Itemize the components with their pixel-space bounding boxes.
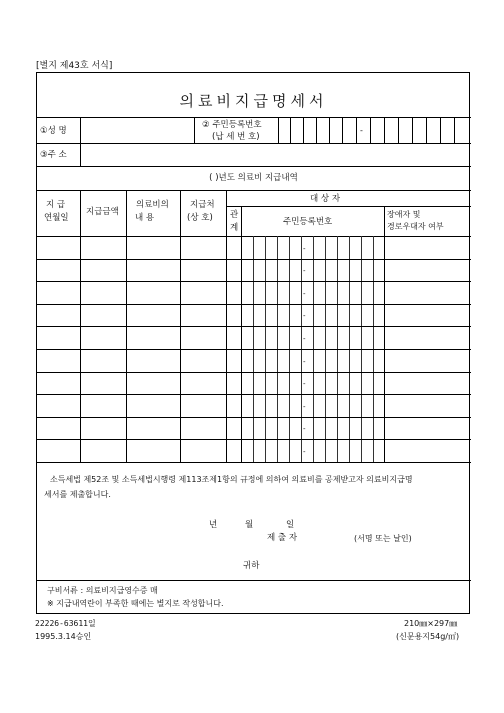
row-dash: - — [303, 357, 306, 366]
row-dash: - — [303, 380, 306, 389]
attachments-note: 구비서류 : 의료비지급영수증 매 — [47, 586, 158, 595]
col-medical-label-2: 내 용 — [135, 213, 155, 223]
row-dash: - — [303, 425, 306, 434]
table-row-divider — [36, 439, 471, 440]
paper-type: (신문용지54g/㎡) — [396, 632, 460, 641]
col-date-label-2: 연월일 — [44, 213, 69, 223]
date-month-label: 월 — [245, 520, 254, 530]
col-disabled-label: 장애자 및 — [387, 210, 421, 219]
table-row-divider — [36, 326, 471, 327]
footer-note: ※ 지급내역란이 부족한 때에는 별지로 작성합니다. — [47, 599, 224, 608]
col-resident-no-label: 주민등록번호 — [283, 217, 333, 227]
col-payee-label-2: (상 호) — [187, 213, 213, 223]
table-row-divider — [36, 394, 471, 395]
col-medical-label: 의료비의 — [136, 200, 169, 210]
table-row-divider — [36, 372, 471, 373]
col-relation-label: 관 — [230, 210, 239, 220]
target-header: 대 상 자 — [310, 194, 341, 204]
statement-line-1: 소득세법 제52조 및 소득세법시행령 제113조제1항의 규정에 의하여 의료비를 공제받고자 의료비지급명 — [50, 475, 413, 484]
recipient-label: 귀하 — [243, 561, 260, 571]
form-code: 22226-63611일 — [35, 619, 96, 628]
row-dash: - — [303, 402, 306, 411]
row-dash: - — [303, 244, 306, 253]
tax-no-label: (납 세 번 호) — [212, 132, 260, 142]
row-dash: - — [303, 335, 306, 343]
table-row-divider — [36, 304, 471, 305]
table-row-divider — [36, 281, 471, 282]
signature-label: (서명 또는 날인) — [354, 534, 412, 543]
date-year-label: 년 — [209, 520, 218, 530]
statement-line-2: 세서를 제출합니다. — [44, 490, 111, 499]
form-title: 의료비지급명세서 — [179, 92, 328, 110]
name-field[interactable] — [81, 119, 193, 141]
table-row-divider — [36, 349, 471, 350]
row-dash: - — [303, 448, 306, 456]
paper-size: 210㎜×297㎜ — [404, 619, 458, 628]
row-dash: - — [303, 312, 306, 321]
row-dash: - — [303, 289, 306, 298]
col-relation-label-2: 계 — [230, 223, 239, 233]
name-label: ①성 명 — [40, 126, 67, 136]
col-date-label: 지 급 — [46, 200, 66, 210]
resident-no-dash: - — [360, 126, 363, 135]
section-caption: ( )년도 의료비 지급내역 — [209, 173, 298, 183]
table-row-divider — [36, 417, 471, 418]
col-payee-label: 지급처 — [190, 200, 215, 210]
col-amount-label: 지급금액 — [86, 207, 119, 217]
address-field[interactable] — [81, 145, 469, 165]
table-row-divider — [36, 259, 471, 260]
form-label: [별지 제43호 서식] — [36, 61, 113, 71]
col-disabled-label-2: 경로우대자 여부 — [387, 222, 444, 231]
row-dash: - — [303, 267, 306, 276]
address-label: ③주 소 — [40, 150, 67, 160]
submitter-label: 제 출 자 — [267, 533, 298, 543]
date-day-label: 일 — [286, 520, 295, 530]
resident-no-label: ② 주민등록번호 — [202, 120, 262, 130]
approval-date: 1995.3.14승인 — [35, 632, 92, 641]
